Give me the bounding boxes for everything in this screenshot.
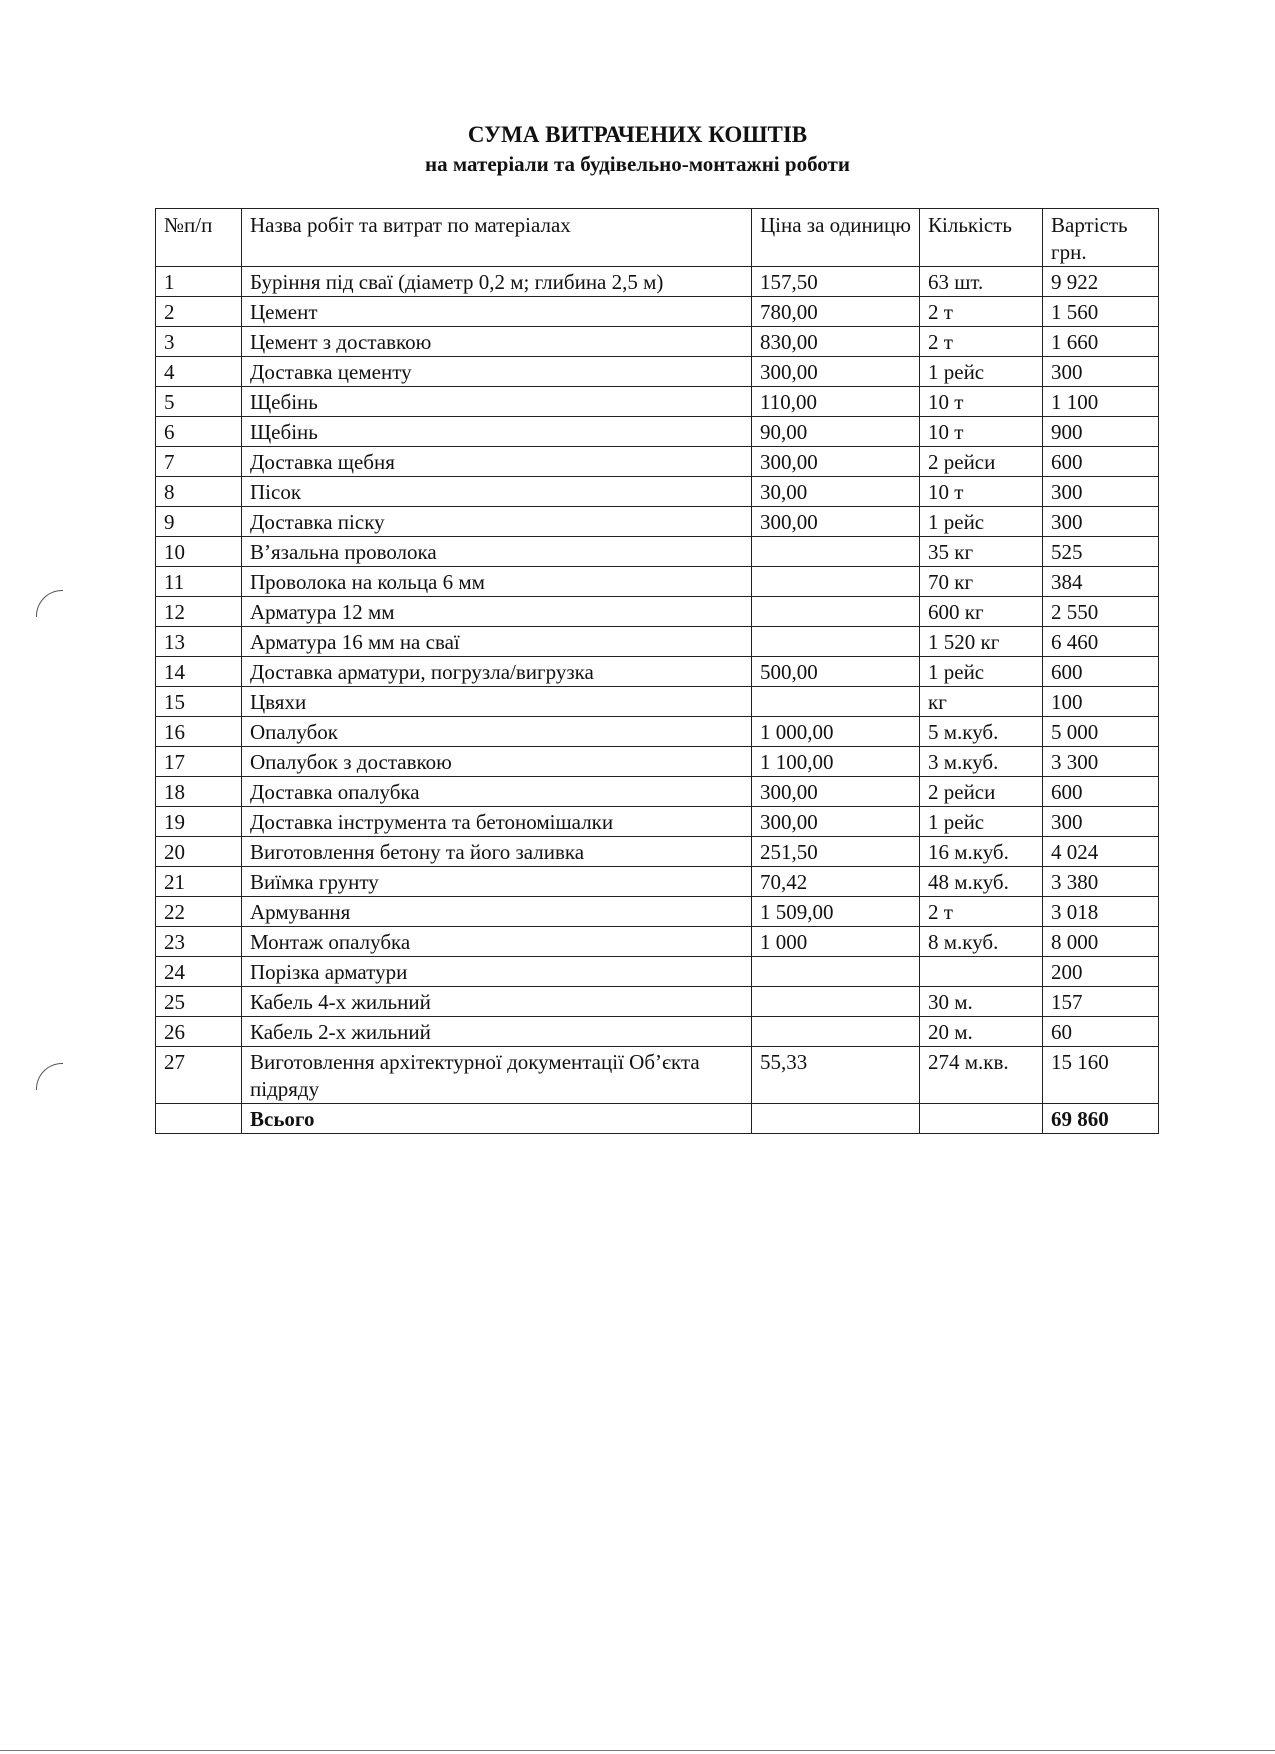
- cell-number: 25: [156, 987, 242, 1017]
- cell-price: [752, 957, 920, 987]
- table-row: [156, 837, 1159, 867]
- cell-price: 1 000,00: [752, 717, 920, 747]
- header-quantity: Кількість: [920, 209, 1043, 267]
- cell-quantity: 5 м.куб.: [920, 717, 1043, 747]
- cell-quantity: 2 т: [920, 297, 1043, 327]
- cell-number: 11: [156, 567, 242, 597]
- cell-quantity: 600 кг: [920, 597, 1043, 627]
- cell-quantity: 8 м.куб.: [920, 927, 1043, 957]
- cell-number: 20: [156, 837, 242, 867]
- cell-cost: 3 380: [1043, 867, 1159, 897]
- cell-quantity: 70 кг: [920, 567, 1043, 597]
- cell-number: 7: [156, 447, 242, 477]
- cell-name: Опалубок: [242, 717, 752, 747]
- cell-cost: 4 024: [1043, 837, 1159, 867]
- cell-cost: 9 922: [1043, 267, 1159, 297]
- cell-number: 14: [156, 657, 242, 687]
- cell-name: Щебінь: [242, 387, 752, 417]
- table-row: [156, 927, 1159, 957]
- table-row: [156, 957, 1159, 987]
- cell-quantity: 10 т: [920, 477, 1043, 507]
- cell-price: 830,00: [752, 327, 920, 357]
- cell-number: 27: [156, 1047, 242, 1104]
- cell-name: Армування: [242, 897, 752, 927]
- cell-number: 9: [156, 507, 242, 537]
- cell-number: 10: [156, 537, 242, 567]
- cell-name: Виготовлення бетону та його заливка: [242, 837, 752, 867]
- cell-cost: 300: [1043, 507, 1159, 537]
- cell-name: Щебінь: [242, 417, 752, 447]
- cell-name: Виготовлення архітектурної документації Об’єкта підряду: [242, 1047, 752, 1104]
- table-row: [156, 567, 1159, 597]
- table-row: [156, 597, 1159, 627]
- cell-quantity: 2 рейси: [920, 447, 1043, 477]
- cell-quantity: 3 м.куб.: [920, 747, 1043, 777]
- cell-number: 8: [156, 477, 242, 507]
- cell-price: 500,00: [752, 657, 920, 687]
- header-name: Назва робіт та витрат по матеріалах: [242, 209, 752, 267]
- cell-name: Пісок: [242, 477, 752, 507]
- cell-quantity: [920, 957, 1043, 987]
- cell-quantity: 63 шт.: [920, 267, 1043, 297]
- cell-name: Доставка інструмента та бетономішалки: [242, 807, 752, 837]
- table-row: [156, 507, 1159, 537]
- table-row: [156, 357, 1159, 387]
- cell-number: 22: [156, 897, 242, 927]
- cell-cost: 600: [1043, 657, 1159, 687]
- cell-quantity: 20 м.: [920, 1017, 1043, 1047]
- cell-quantity: 1 520 кг: [920, 627, 1043, 657]
- table-row: [156, 297, 1159, 327]
- cell-number: 16: [156, 717, 242, 747]
- cell-cost: 2 550: [1043, 597, 1159, 627]
- document-subtitle: на матеріали та будівельно-монтажні роботи: [425, 152, 850, 176]
- cell-quantity: 274 м.кв.: [920, 1047, 1043, 1104]
- scan-edge-line: [0, 1750, 1275, 1751]
- costs-table: [155, 208, 1159, 1134]
- cell-number: 6: [156, 417, 242, 447]
- cell-name: Проволока на кольца 6 мм: [242, 567, 752, 597]
- total-row: [156, 1104, 1159, 1134]
- table-row: [156, 747, 1159, 777]
- cell-quantity: 2 т: [920, 897, 1043, 927]
- table-row: [156, 537, 1159, 567]
- cell-price: 1 100,00: [752, 747, 920, 777]
- cell-cost: 60: [1043, 1017, 1159, 1047]
- cell-price: 780,00: [752, 297, 920, 327]
- cell-quantity: кг: [920, 687, 1043, 717]
- cell-quantity: 16 м.куб.: [920, 837, 1043, 867]
- total-value: 69 860: [1043, 1104, 1159, 1134]
- cell-name: Порізка арматури: [242, 957, 752, 987]
- table-header-row: [156, 209, 1159, 267]
- cell-price: 157,50: [752, 267, 920, 297]
- cell-name: Доставка цементу: [242, 357, 752, 387]
- cell-price: 30,00: [752, 477, 920, 507]
- cell-number: 5: [156, 387, 242, 417]
- table-row: [156, 387, 1159, 417]
- cell-name: Монтаж опалубка: [242, 927, 752, 957]
- cell-cost: 300: [1043, 477, 1159, 507]
- header-cost: Вартість грн.: [1043, 209, 1159, 267]
- table-row: [156, 987, 1159, 1017]
- cell-name: Доставка щебня: [242, 447, 752, 477]
- total-empty-price: [752, 1104, 920, 1134]
- cell-price: 90,00: [752, 417, 920, 447]
- cell-price: 300,00: [752, 507, 920, 537]
- table-row: [156, 687, 1159, 717]
- cell-name: Кабель 4-х жильний: [242, 987, 752, 1017]
- cell-name: Цемент: [242, 297, 752, 327]
- cell-cost: 525: [1043, 537, 1159, 567]
- table-row: [156, 897, 1159, 927]
- cell-cost: 900: [1043, 417, 1159, 447]
- cell-name: Арматура 12 мм: [242, 597, 752, 627]
- total-label: Всього: [242, 1104, 752, 1134]
- table-row: [156, 807, 1159, 837]
- margin-mark: [36, 1063, 63, 1090]
- cell-name: Цемент з доставкою: [242, 327, 752, 357]
- cell-number: 26: [156, 1017, 242, 1047]
- cell-cost: 157: [1043, 987, 1159, 1017]
- table-row: [156, 477, 1159, 507]
- cell-price: 300,00: [752, 777, 920, 807]
- cell-cost: 1 660: [1043, 327, 1159, 357]
- cell-price: 251,50: [752, 837, 920, 867]
- cell-cost: 600: [1043, 777, 1159, 807]
- cell-quantity: 48 м.куб.: [920, 867, 1043, 897]
- cell-cost: 3 300: [1043, 747, 1159, 777]
- total-empty-number: [156, 1104, 242, 1134]
- cell-cost: 300: [1043, 357, 1159, 387]
- cell-name: В’язальна проволока: [242, 537, 752, 567]
- cell-price: 110,00: [752, 387, 920, 417]
- table-row: [156, 867, 1159, 897]
- table-row: [156, 717, 1159, 747]
- table-row: [156, 627, 1159, 657]
- cell-price: 300,00: [752, 807, 920, 837]
- header-price: Ціна за одиницю: [752, 209, 920, 267]
- table-row: [156, 657, 1159, 687]
- cell-cost: 3 018: [1043, 897, 1159, 927]
- table-row: [156, 1047, 1159, 1104]
- header-number: №п/п: [156, 209, 242, 267]
- cell-number: 21: [156, 867, 242, 897]
- cell-name: Буріння під сваї (діаметр 0,2 м; глибина 2,5 м): [242, 267, 752, 297]
- cell-number: 13: [156, 627, 242, 657]
- cell-price: 300,00: [752, 357, 920, 387]
- cell-quantity: 1 рейс: [920, 807, 1043, 837]
- cell-quantity: 1 рейс: [920, 357, 1043, 387]
- cell-number: 1: [156, 267, 242, 297]
- cell-price: 1 509,00: [752, 897, 920, 927]
- cell-name: Доставка опалубка: [242, 777, 752, 807]
- cell-price: [752, 567, 920, 597]
- cell-name: Кабель 2-х жильний: [242, 1017, 752, 1047]
- table-row: [156, 417, 1159, 447]
- cell-name: Виїмка грунту: [242, 867, 752, 897]
- cell-number: 3: [156, 327, 242, 357]
- cell-cost: 6 460: [1043, 627, 1159, 657]
- cell-name: Арматура 16 мм на сваї: [242, 627, 752, 657]
- cell-price: 1 000: [752, 927, 920, 957]
- cell-quantity: 1 рейс: [920, 507, 1043, 537]
- cell-price: 70,42: [752, 867, 920, 897]
- cell-number: 2: [156, 297, 242, 327]
- table-row: [156, 447, 1159, 477]
- cell-number: 24: [156, 957, 242, 987]
- cell-cost: 5 000: [1043, 717, 1159, 747]
- cell-price: [752, 1017, 920, 1047]
- cell-quantity: 30 м.: [920, 987, 1043, 1017]
- cell-number: 19: [156, 807, 242, 837]
- cell-price: 55,33: [752, 1047, 920, 1104]
- cell-number: 4: [156, 357, 242, 387]
- cell-cost: 100: [1043, 687, 1159, 717]
- cell-quantity: 1 рейс: [920, 657, 1043, 687]
- cell-price: [752, 987, 920, 1017]
- cell-cost: 15 160: [1043, 1047, 1159, 1104]
- cell-name: Цвяхи: [242, 687, 752, 717]
- cell-name: Опалубок з доставкою: [242, 747, 752, 777]
- table-body: [156, 267, 1159, 1104]
- cell-quantity: 2 т: [920, 327, 1043, 357]
- cell-price: [752, 687, 920, 717]
- table-row: [156, 777, 1159, 807]
- cell-price: [752, 537, 920, 567]
- cell-number: 18: [156, 777, 242, 807]
- cell-cost: 1 560: [1043, 297, 1159, 327]
- cell-number: 15: [156, 687, 242, 717]
- cell-quantity: 10 т: [920, 417, 1043, 447]
- margin-mark: [36, 590, 63, 617]
- cell-price: 300,00: [752, 447, 920, 477]
- total-empty-quantity: [920, 1104, 1043, 1134]
- cell-quantity: 10 т: [920, 387, 1043, 417]
- table-row: [156, 1017, 1159, 1047]
- cell-name: Доставка піску: [242, 507, 752, 537]
- cell-cost: 200: [1043, 957, 1159, 987]
- cell-quantity: 35 кг: [920, 537, 1043, 567]
- document-title: СУМА ВИТРАЧЕНИХ КОШТІВ: [467, 122, 808, 147]
- cell-cost: 1 100: [1043, 387, 1159, 417]
- cell-cost: 300: [1043, 807, 1159, 837]
- cell-quantity: 2 рейси: [920, 777, 1043, 807]
- cell-price: [752, 597, 920, 627]
- cell-price: [752, 627, 920, 657]
- table-row: [156, 267, 1159, 297]
- cell-cost: 8 000: [1043, 927, 1159, 957]
- cell-number: 17: [156, 747, 242, 777]
- cell-cost: 600: [1043, 447, 1159, 477]
- cell-cost: 384: [1043, 567, 1159, 597]
- cell-name: Доставка арматури, погрузла/вигрузка: [242, 657, 752, 687]
- cell-number: 12: [156, 597, 242, 627]
- table-row: [156, 327, 1159, 357]
- cell-number: 23: [156, 927, 242, 957]
